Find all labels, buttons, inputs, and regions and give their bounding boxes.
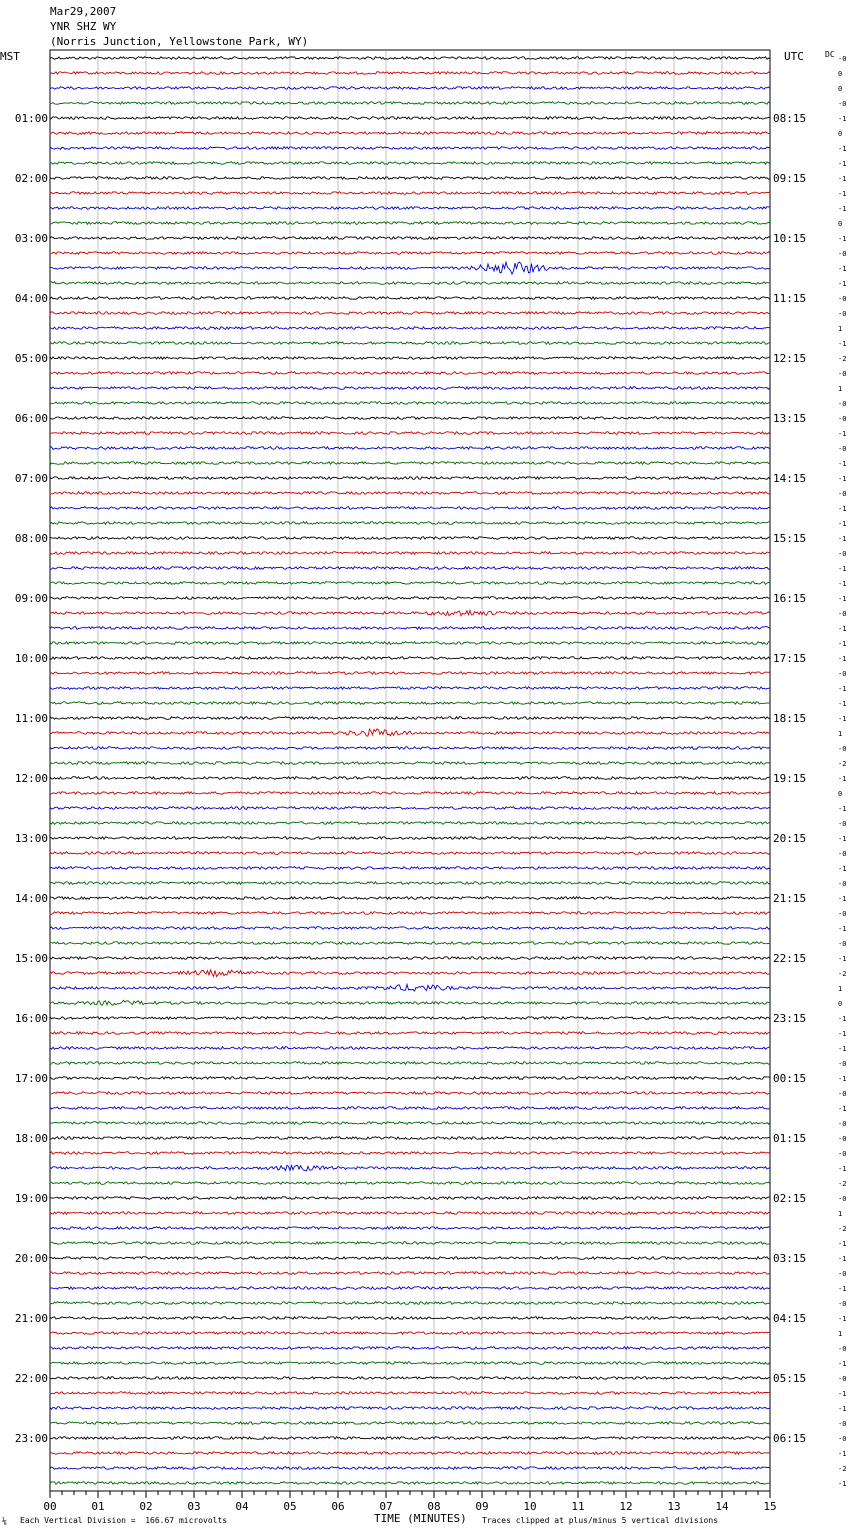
trace-line xyxy=(50,1482,770,1485)
dc-offset-value: -1 xyxy=(838,265,847,273)
dc-offset-value: -0 xyxy=(838,1150,847,1158)
trace-line xyxy=(50,552,770,555)
left-hour-label: 23:00 xyxy=(14,1432,48,1445)
dc-offset-value: 1 xyxy=(838,385,843,393)
trace-line xyxy=(50,957,770,960)
dc-offset-value: 0 xyxy=(838,70,843,78)
dc-offset-value: 1 xyxy=(838,730,843,738)
trace-line xyxy=(50,507,770,510)
right-hour-label: 22:15 xyxy=(773,952,807,965)
trace-line xyxy=(50,1452,770,1455)
trace-line xyxy=(50,477,770,480)
trace-line xyxy=(50,1362,770,1365)
trace-line xyxy=(50,372,770,375)
right-hour-label: 13:15 xyxy=(773,412,807,425)
record-date: Mar29,2007 xyxy=(50,5,117,18)
left-hour-label: 12:00 xyxy=(14,772,48,785)
trace-line xyxy=(50,72,770,75)
dc-offset-value: -0 xyxy=(838,490,847,498)
dc-offset-value: -2 xyxy=(838,1180,847,1188)
left-hour-label: 18:00 xyxy=(14,1132,48,1145)
trace-line xyxy=(50,342,770,345)
x-tick-label: 04 xyxy=(235,1500,249,1513)
left-hour-label: 22:00 xyxy=(14,1372,48,1385)
dc-offset-value: -0 xyxy=(838,1195,847,1203)
trace-line xyxy=(50,717,770,720)
trace-line xyxy=(50,492,770,495)
right-hour-label: 20:15 xyxy=(773,832,807,845)
dc-offset-value: -1 xyxy=(838,1390,847,1398)
trace-line xyxy=(50,1107,770,1110)
trace-line xyxy=(50,672,770,675)
dc-offset-value: -2 xyxy=(838,970,847,978)
right-hour-label: 09:15 xyxy=(773,172,807,185)
left-hour-label: 07:00 xyxy=(14,472,48,485)
left-hour-label: 11:00 xyxy=(14,712,48,725)
dc-offset-value: 0 xyxy=(838,1000,843,1008)
dc-offset-value: -1 xyxy=(838,595,847,603)
dc-offset-value: -1 xyxy=(838,625,847,633)
left-hour-label: 16:00 xyxy=(14,1012,48,1025)
x-tick-label: 08 xyxy=(427,1500,441,1513)
right-hour-label: 04:15 xyxy=(773,1312,807,1325)
left-hour-label: 01:00 xyxy=(14,112,48,125)
trace-line xyxy=(50,837,770,840)
trace-line xyxy=(50,1392,770,1395)
trace-line xyxy=(50,357,770,360)
trace-line xyxy=(50,1272,770,1275)
trace-line xyxy=(50,1302,770,1305)
dc-offset-value: -1 xyxy=(838,190,847,198)
trace-line xyxy=(50,1152,770,1155)
trace-line xyxy=(50,1347,770,1350)
dc-offset-value: -1 xyxy=(838,685,847,693)
dc-offset-value: -0 xyxy=(838,55,847,63)
trace-line xyxy=(50,402,770,405)
trace-line xyxy=(50,102,770,105)
dc-offset-value: -0 xyxy=(838,1300,847,1308)
x-tick-label: 12 xyxy=(619,1500,633,1513)
dc-offset-value: -0 xyxy=(838,1345,847,1353)
trace-line xyxy=(50,912,770,915)
dc-offset-value: -1 xyxy=(838,145,847,153)
dc-offset-value: -0 xyxy=(838,1060,847,1068)
dc-offset-value: 1 xyxy=(838,325,843,333)
dc-offset-value: -1 xyxy=(838,775,847,783)
dc-offset-value: -1 xyxy=(838,640,847,648)
dc-offset-value: -0 xyxy=(838,820,847,828)
dc-offset-value: -0 xyxy=(838,1435,847,1443)
dc-offset-value: -0 xyxy=(838,310,847,318)
left-hour-label: 06:00 xyxy=(14,412,48,425)
trace-line xyxy=(50,1257,770,1260)
left-hour-label: 04:00 xyxy=(14,292,48,305)
trace-line xyxy=(50,312,770,315)
trace-line xyxy=(50,702,770,705)
dc-offset-value: -0 xyxy=(838,940,847,948)
trace-line xyxy=(50,1227,770,1230)
left-hour-label: 09:00 xyxy=(14,592,48,605)
dc-offset-value: -1 xyxy=(838,1360,847,1368)
dc-offset-value: -1 xyxy=(838,115,847,123)
dc-offset-value: -1 xyxy=(838,655,847,663)
trace-line xyxy=(50,87,770,90)
trace-line xyxy=(50,1467,770,1470)
trace-line xyxy=(50,792,770,795)
dc-offset-value: -1 xyxy=(838,895,847,903)
trace-line xyxy=(50,57,770,60)
trace-line xyxy=(50,1122,770,1125)
right-hour-label: 05:15 xyxy=(773,1372,807,1385)
dc-offset-value: -1 xyxy=(838,1405,847,1413)
left-hour-label: 15:00 xyxy=(14,952,48,965)
trace-line xyxy=(50,1077,770,1080)
trace-line xyxy=(50,252,770,255)
dc-offset-value: 0 xyxy=(838,790,843,798)
trace-line xyxy=(50,1332,770,1335)
trace-line xyxy=(50,177,770,180)
station-code: YNR SHZ WY xyxy=(50,20,117,33)
left-hour-label: 05:00 xyxy=(14,352,48,365)
x-tick-label: 11 xyxy=(571,1500,585,1513)
dc-offset-value: -0 xyxy=(838,850,847,858)
trace-line xyxy=(50,642,770,645)
right-hour-label: 19:15 xyxy=(773,772,807,785)
right-hour-label: 15:15 xyxy=(773,532,807,545)
x-tick-label: 03 xyxy=(187,1500,201,1513)
dc-offset-value: -1 xyxy=(838,235,847,243)
dc-offset-value: -2 xyxy=(838,1465,847,1473)
x-tick-label: 07 xyxy=(379,1500,393,1513)
dc-offset-value: -1 xyxy=(838,700,847,708)
left-hour-label: 10:00 xyxy=(14,652,48,665)
trace-line xyxy=(50,1242,770,1245)
x-tick-label: 09 xyxy=(475,1500,489,1513)
trace-line xyxy=(50,132,770,135)
x-axis-title: TIME (MINUTES) xyxy=(374,1512,467,1525)
trace-line xyxy=(50,262,770,274)
trace-line xyxy=(50,657,770,660)
dc-offset-value: -0 xyxy=(838,415,847,423)
trace-line xyxy=(50,777,770,780)
dc-offset-value: -0 xyxy=(838,445,847,453)
trace-line xyxy=(50,1407,770,1410)
left-timezone-label: MST xyxy=(0,50,20,63)
dc-offset-value: 1 xyxy=(838,1330,843,1338)
x-tick-label: 06 xyxy=(331,1500,345,1513)
trace-line xyxy=(50,597,770,600)
vertical-scale-note: Each Vertical Division = 166.67 microvolts xyxy=(20,1516,228,1525)
x-tick-label: 10 xyxy=(523,1500,537,1513)
trace-line xyxy=(50,207,770,210)
dc-offset-value: -0 xyxy=(838,1090,847,1098)
dc-offset-value: -1 xyxy=(838,580,847,588)
trace-line xyxy=(50,162,770,165)
left-hour-label: 21:00 xyxy=(14,1312,48,1325)
right-hour-label: 02:15 xyxy=(773,1192,807,1205)
dc-offset-value: -1 xyxy=(838,1045,847,1053)
trace-line xyxy=(50,882,770,885)
trace-line xyxy=(50,867,770,870)
trace-line xyxy=(50,1287,770,1290)
dc-offset-value: -0 xyxy=(838,550,847,558)
dc-offset-value: -0 xyxy=(838,610,847,618)
dc-offset-value: -1 xyxy=(838,1240,847,1248)
x-tick-label: 00 xyxy=(43,1500,57,1513)
dc-offset-value: -0 xyxy=(838,1375,847,1383)
dc-offset-value: -2 xyxy=(838,760,847,768)
dc-offset-value: -1 xyxy=(838,205,847,213)
dc-offset-value: -1 xyxy=(838,520,847,528)
right-hour-label: 10:15 xyxy=(773,232,807,245)
dc-offset-value: -0 xyxy=(838,670,847,678)
dc-offset-value: -0 xyxy=(838,1135,847,1143)
dc-offset-value: -1 xyxy=(838,1165,847,1173)
dc-offset-value: -0 xyxy=(838,100,847,108)
right-hour-label: 01:15 xyxy=(773,1132,807,1145)
clip-note: Traces clipped at plus/minus 5 vertical divisions xyxy=(482,1516,719,1525)
trace-line xyxy=(50,687,770,690)
dc-offset-value: -0 xyxy=(838,1420,847,1428)
dc-offset-value: 1 xyxy=(838,985,843,993)
x-tick-label: 14 xyxy=(715,1500,729,1513)
dc-offset-value: -1 xyxy=(838,1285,847,1293)
trace-line xyxy=(50,462,770,465)
dc-offset-value: -1 xyxy=(838,1450,847,1458)
trace-line xyxy=(50,297,770,300)
dc-offset-value: -1 xyxy=(838,1030,847,1038)
dc-offset-value: -1 xyxy=(838,1015,847,1023)
trace-line xyxy=(50,942,770,945)
dc-offset-value: -1 xyxy=(838,475,847,483)
corner-mark: ⅛ xyxy=(2,1517,7,1526)
trace-line xyxy=(50,1182,770,1185)
x-tick-label: 05 xyxy=(283,1500,297,1513)
trace-line xyxy=(50,1437,770,1440)
trace-line xyxy=(50,1000,770,1005)
trace-line xyxy=(50,822,770,825)
dc-offset-value: -1 xyxy=(838,175,847,183)
trace-line xyxy=(50,117,770,120)
left-hour-label: 20:00 xyxy=(14,1252,48,1265)
dc-offset-value: -1 xyxy=(838,160,847,168)
trace-line xyxy=(50,192,770,195)
trace-line xyxy=(50,447,770,450)
dc-offset-value: -0 xyxy=(838,1120,847,1128)
trace-line xyxy=(50,537,770,540)
dc-offset-value: -0 xyxy=(838,400,847,408)
right-hour-label: 23:15 xyxy=(773,1012,807,1025)
dc-offset-value: 0 xyxy=(838,130,843,138)
right-hour-label: 08:15 xyxy=(773,112,807,125)
dc-offset-value: -1 xyxy=(838,1105,847,1113)
trace-line xyxy=(50,729,770,736)
dc-offset-value: -0 xyxy=(838,880,847,888)
dc-offset-header: DC xyxy=(825,50,835,59)
dc-offset-value: -1 xyxy=(838,565,847,573)
dc-offset-value: -0 xyxy=(838,745,847,753)
dc-offset-value: 0 xyxy=(838,220,843,228)
trace-line xyxy=(50,984,770,991)
right-hour-label: 11:15 xyxy=(773,292,807,305)
dc-offset-value: -1 xyxy=(838,505,847,513)
trace-line xyxy=(50,387,770,390)
trace-line xyxy=(50,897,770,900)
dc-offset-value: 1 xyxy=(838,1210,843,1218)
x-tick-label: 13 xyxy=(667,1500,681,1513)
right-hour-label: 06:15 xyxy=(773,1432,807,1445)
trace-line xyxy=(50,762,770,765)
trace-line xyxy=(50,610,770,615)
dc-offset-value: -1 xyxy=(838,535,847,543)
dc-offset-value: -1 xyxy=(838,835,847,843)
trace-line xyxy=(50,432,770,435)
dc-offset-value: -1 xyxy=(838,1480,847,1488)
trace-line xyxy=(50,970,770,977)
x-tick-label: 15 xyxy=(763,1500,777,1513)
trace-line xyxy=(50,567,770,570)
trace-line xyxy=(50,417,770,420)
right-hour-label: 12:15 xyxy=(773,352,807,365)
dc-offset-value: -1 xyxy=(838,340,847,348)
trace-line xyxy=(50,1212,770,1215)
dc-offset-value: -1 xyxy=(838,955,847,963)
dc-offset-value: -1 xyxy=(838,1075,847,1083)
right-hour-label: 18:15 xyxy=(773,712,807,725)
trace-line xyxy=(50,1377,770,1380)
trace-line xyxy=(50,282,770,285)
x-tick-label: 01 xyxy=(91,1500,105,1513)
right-hour-label: 21:15 xyxy=(773,892,807,905)
right-timezone-label: UTC xyxy=(784,50,804,63)
trace-line xyxy=(50,1032,770,1035)
trace-line xyxy=(50,1197,770,1200)
trace-line xyxy=(50,1317,770,1320)
right-hour-label: 00:15 xyxy=(773,1072,807,1085)
trace-line xyxy=(50,1017,770,1020)
x-tick-label: 02 xyxy=(139,1500,153,1513)
trace-line xyxy=(50,747,770,750)
right-hour-label: 14:15 xyxy=(773,472,807,485)
trace-line xyxy=(50,1137,770,1140)
dc-offset-value: -1 xyxy=(838,715,847,723)
station-location: (Norris Junction, Yellowstone Park, WY) xyxy=(50,35,309,48)
dc-offset-value: -0 xyxy=(838,1270,847,1278)
left-hour-label: 02:00 xyxy=(14,172,48,185)
dc-offset-value: -0 xyxy=(838,370,847,378)
dc-offset-value: 0 xyxy=(838,85,843,93)
dc-offset-value: -1 xyxy=(838,460,847,468)
trace-line xyxy=(50,1092,770,1095)
left-hour-label: 08:00 xyxy=(14,532,48,545)
right-hour-label: 17:15 xyxy=(773,652,807,665)
dc-offset-value: -2 xyxy=(838,355,847,363)
left-hour-label: 14:00 xyxy=(14,892,48,905)
trace-line xyxy=(50,1047,770,1050)
left-hour-label: 17:00 xyxy=(14,1072,48,1085)
dc-offset-value: -2 xyxy=(838,1225,847,1233)
dc-offset-value: -0 xyxy=(838,250,847,258)
trace-line xyxy=(50,237,770,240)
left-hour-label: 03:00 xyxy=(14,232,48,245)
left-hour-label: 19:00 xyxy=(14,1192,48,1205)
trace-line xyxy=(50,852,770,855)
trace-line xyxy=(50,147,770,150)
trace-line xyxy=(50,627,770,630)
trace-line xyxy=(50,1062,770,1065)
dc-offset-value: -1 xyxy=(838,865,847,873)
trace-line xyxy=(50,807,770,810)
trace-line xyxy=(50,1165,770,1171)
dc-offset-value: -1 xyxy=(838,805,847,813)
dc-offset-value: -1 xyxy=(838,280,847,288)
dc-offset-value: -0 xyxy=(838,910,847,918)
trace-line xyxy=(50,1422,770,1425)
trace-line xyxy=(50,582,770,585)
trace-line xyxy=(50,327,770,330)
dc-offset-value: -1 xyxy=(838,925,847,933)
trace-line xyxy=(50,927,770,930)
dc-offset-value: -1 xyxy=(838,1255,847,1263)
trace-line xyxy=(50,222,770,225)
right-hour-label: 16:15 xyxy=(773,592,807,605)
right-hour-label: 03:15 xyxy=(773,1252,807,1265)
dc-offset-value: -1 xyxy=(838,430,847,438)
trace-line xyxy=(50,522,770,525)
dc-offset-value: -0 xyxy=(838,295,847,303)
dc-offset-value: -1 xyxy=(838,1315,847,1323)
left-hour-label: 13:00 xyxy=(14,832,48,845)
